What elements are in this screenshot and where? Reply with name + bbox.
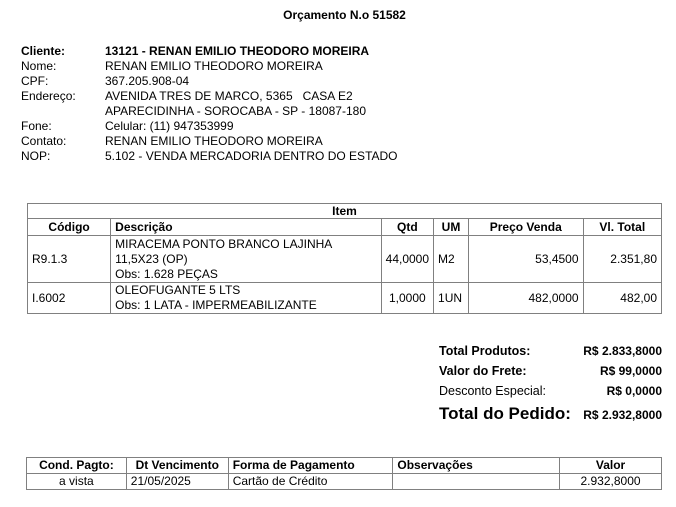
col-um: UM (434, 219, 469, 236)
payment-cond: a vista (27, 474, 127, 490)
client-row-endereco (21, 89, 398, 104)
col-forma-pagamento: Forma de Pagamento (228, 458, 393, 474)
col-descricao: Descrição (111, 219, 381, 236)
item-total: 2.351,80 (583, 236, 661, 283)
item-um: 1UN (434, 283, 469, 314)
item-descricao-line: MIRACEMA PONTO BRANCO LAJINHA (115, 236, 333, 251)
total-produtos-value: R$ 2.833,8000 (583, 344, 662, 358)
item-preco: 482,0000 (468, 283, 583, 314)
endereco-2-label (21, 104, 105, 119)
table-row (27, 474, 662, 490)
client-row-nop (21, 149, 398, 164)
item-total: 482,00 (583, 283, 661, 314)
payment-header-row (27, 458, 662, 474)
item-descricao (111, 283, 381, 314)
payment-vencimento: 21/05/2025 (126, 474, 228, 490)
client-row-fone (21, 119, 398, 134)
payment-obs (393, 474, 560, 490)
nop-value: 5.102 - VENDA MERCADORIA DENTRO DO ESTADO (105, 149, 398, 163)
desconto-value: R$ 0,0000 (606, 384, 662, 398)
page-title: Orçamento N.o 51582 (283, 8, 406, 22)
frete-row (439, 364, 662, 384)
cpf-value: 367.205.908-04 (105, 74, 190, 88)
nome-label: Nome: (21, 59, 57, 73)
col-dt-vencimento: Dt Vencimento (126, 458, 228, 474)
col-total: Vl. Total (583, 219, 661, 236)
endereco-value: AVENIDA TRES DE MARCO, 5365 CASA E2 (105, 89, 353, 103)
items-header-row (28, 219, 662, 236)
payment-valor: 2.932,8000 (560, 474, 662, 490)
endereco-label: Endereço: (21, 89, 76, 103)
totals-block (439, 344, 662, 430)
cpf-label: CPF: (21, 74, 49, 88)
frete-label: Valor do Frete: (439, 364, 527, 378)
client-info (21, 44, 398, 164)
items-table (27, 203, 662, 314)
contato-label: Contato: (21, 134, 67, 148)
fone-label: Fone: (21, 119, 52, 133)
total-pedido-row (439, 404, 662, 430)
item-descricao-line: 11,5X23 (OP) (115, 251, 188, 266)
item-descricao-line: OLEOFUGANTE 5 LTS (115, 283, 241, 297)
nop-label: NOP: (21, 149, 51, 163)
nome-value: RENAN EMILIO THEODORO MOREIRA (105, 59, 323, 73)
payment-table (26, 457, 662, 490)
client-value: 13121 - RENAN EMILIO THEODORO MOREIRA (105, 44, 370, 58)
client-row-cpf (21, 74, 398, 89)
total-pedido-label: Total do Pedido: (439, 404, 571, 423)
items-caption-row (28, 204, 662, 219)
frete-value: R$ 99,0000 (599, 364, 662, 378)
total-produtos-label: Total Produtos: (439, 344, 531, 358)
payment-forma: Cartão de Crédito (228, 474, 393, 490)
item-um: M2 (434, 236, 469, 283)
item-qtd: 44,0000 (381, 236, 433, 283)
desconto-label: Desconto Especial: (439, 384, 547, 398)
client-row-contato (21, 134, 398, 149)
contato-value: RENAN EMILIO THEODORO MOREIRA (105, 134, 323, 148)
table-row (28, 283, 662, 314)
col-valor: Valor (560, 458, 662, 474)
desconto-row (439, 384, 662, 404)
item-codigo: I.6002 (28, 283, 111, 314)
client-row-cliente (21, 44, 398, 59)
client-row-nome (21, 59, 398, 74)
col-observacoes: Observações (393, 458, 560, 474)
item-qtd: 1,0000 (381, 283, 433, 314)
item-codigo: R9.1.3 (28, 236, 111, 283)
table-row (28, 236, 662, 283)
items-caption: Item (28, 204, 662, 219)
item-obs: Obs: 1 LATA - IMPERMEABILIZANTE (115, 298, 317, 312)
endereco-2-value: APARECIDINHA - SOROCABA - SP - 18087-180 (105, 104, 366, 118)
col-qtd: Qtd (381, 219, 433, 236)
total-produtos-row (439, 344, 662, 364)
col-preco: Preço Venda (468, 219, 583, 236)
item-descricao (111, 236, 381, 283)
client-label: Cliente: (21, 44, 66, 58)
total-pedido-value: R$ 2.932,8000 (583, 408, 662, 422)
col-cond-pagto: Cond. Pagto: (27, 458, 127, 474)
client-row-endereco-2 (21, 104, 398, 119)
item-obs: Obs: 1.628 PEÇAS (115, 266, 218, 281)
item-preco: 53,4500 (468, 236, 583, 283)
col-codigo: Código (28, 219, 111, 236)
fone-value: Celular: (11) 947353999 (105, 119, 234, 133)
